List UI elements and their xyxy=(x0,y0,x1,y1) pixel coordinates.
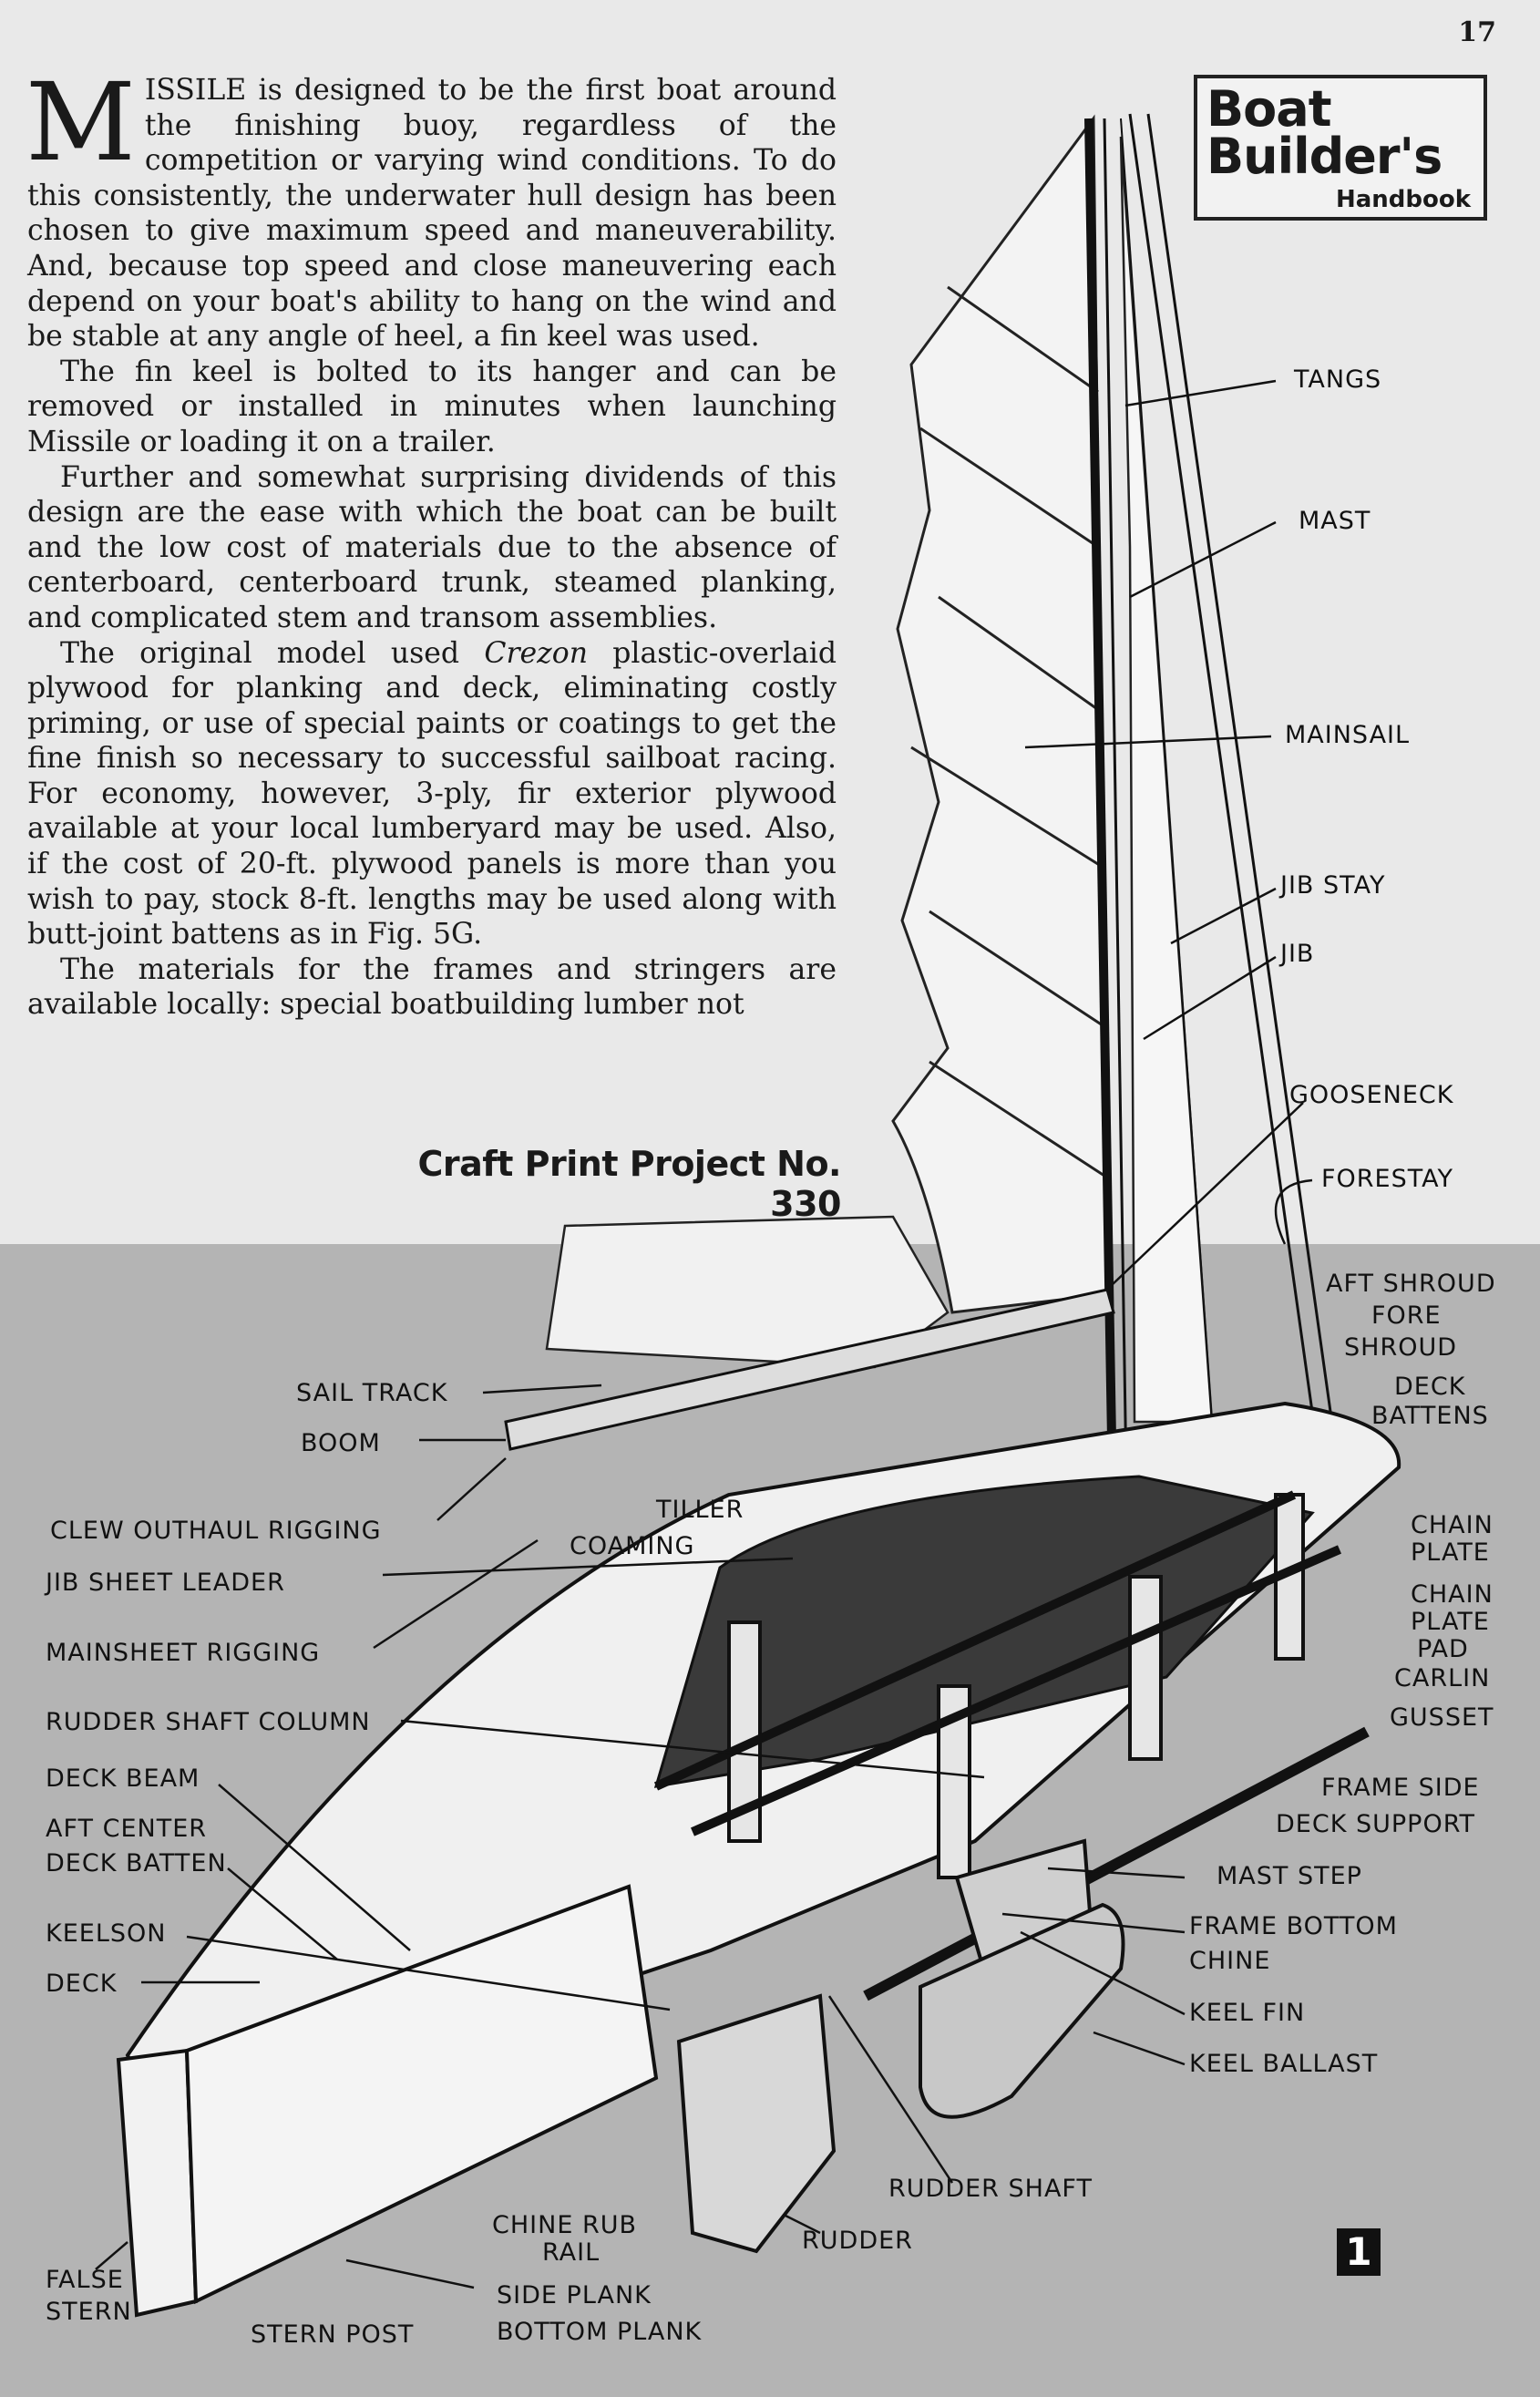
label-jib-sheet-leader: JIB SHEET LEADER xyxy=(46,1569,285,1597)
label-deck-battens-2: BATTENS xyxy=(1371,1402,1489,1430)
label-tangs: TANGS xyxy=(1294,365,1382,394)
paragraph-4 xyxy=(27,636,837,952)
label-mainsail: MAINSAIL xyxy=(1285,721,1411,749)
paragraph-4-start: The original model used xyxy=(60,636,485,670)
label-rudder-shaft: RUDDER SHAFT xyxy=(888,2175,1093,2203)
label-mast: MAST xyxy=(1299,507,1371,535)
label-fore-shroud-1: FORE xyxy=(1371,1301,1442,1330)
project-title: Craft Print Project No. 330 xyxy=(417,1144,841,1224)
label-chine: CHINE xyxy=(1189,1947,1271,1975)
label-chine-rub-1: CHINE RUB xyxy=(492,2211,638,2239)
label-rudder: RUDDER xyxy=(802,2227,913,2255)
paragraph-3: Further and somewhat surprising dividends of this design are the ease with which the boat can be built and the low cost of materials due to the absence of centerboard, centerboard trunk, steamed planking, and complicated stem and transom assemblies. xyxy=(27,460,837,634)
label-deck-beam: DECK BEAM xyxy=(46,1764,200,1793)
label-aft-center-1: AFT CENTER xyxy=(46,1815,208,1843)
page-number: 17 xyxy=(1458,16,1496,48)
label-chain-plate-1: CHAIN xyxy=(1411,1511,1494,1539)
label-forestay: FORESTAY xyxy=(1321,1165,1454,1193)
paragraph-4-italic: Crezon xyxy=(484,636,588,670)
label-keelson: KEELSON xyxy=(46,1919,167,1948)
label-tiller: TILLER xyxy=(656,1496,744,1524)
label-deck-battens-1: DECK xyxy=(1394,1373,1466,1401)
label-frame-side: FRAME SIDE xyxy=(1321,1774,1480,1802)
stern-transom xyxy=(118,2051,196,2315)
label-mast-step: MAST STEP xyxy=(1217,1862,1362,1890)
dropcap: M xyxy=(26,59,136,185)
label-keel-fin: KEEL FIN xyxy=(1189,1999,1306,2027)
label-mainsheet-rigging: MAINSHEET RIGGING xyxy=(46,1639,321,1667)
label-coaming: COAMING xyxy=(570,1532,695,1560)
label-stern-post: STERN POST xyxy=(251,2320,415,2349)
paragraph-1-text: ISSILE is designed to be the first boat around the finishing buoy, regardless of the competition or varying wind conditions. To do this consistently, the underwater hull design has been chosen to give maximum speed and maneuverability. And, because top speed and close maneuvering each depend on your boat's ability to hang on the wind and be stable at any angle of heel, a fin keel was used. xyxy=(27,74,837,354)
label-jib: JIB xyxy=(1280,940,1315,968)
label-side-plank: SIDE PLANK xyxy=(497,2281,652,2310)
label-false-stern-2: STERN xyxy=(46,2298,132,2326)
label-gooseneck: GOOSENECK xyxy=(1289,1081,1454,1109)
label-sail-track: SAIL TRACK xyxy=(296,1379,448,1407)
label-frame-bottom: FRAME BOTTOM xyxy=(1189,1912,1398,1940)
label-aft-center-2: DECK BATTEN xyxy=(46,1849,227,1877)
label-keel-ballast: KEEL BALLAST xyxy=(1189,2050,1379,2078)
label-gusset: GUSSET xyxy=(1390,1703,1494,1732)
label-chain-plate-pad-1: CHAIN xyxy=(1411,1580,1494,1609)
brand-line-2: Builder's xyxy=(1206,128,1442,185)
paragraph-5: The materials for the frames and stringers are available locally: special boatbuilding lumber not xyxy=(27,952,837,1022)
label-clew-outhaul: CLEW OUTHAUL RIGGING xyxy=(50,1517,382,1545)
article-body xyxy=(26,59,837,1023)
rudder-shape xyxy=(679,1996,834,2251)
mainsail-shape xyxy=(893,118,1107,1312)
label-rudder-shaft-column: RUDDER SHAFT COLUMN xyxy=(46,1708,371,1736)
label-deck-support: DECK SUPPORT xyxy=(1276,1810,1475,1838)
label-chine-rub-2: RAIL xyxy=(542,2238,601,2267)
label-carlin: CARLIN xyxy=(1394,1664,1491,1692)
label-jib-stay: JIB STAY xyxy=(1280,871,1386,900)
figure-number: 1 xyxy=(1337,2228,1381,2276)
label-chain-plate-2: PLATE xyxy=(1411,1538,1490,1567)
brand-box xyxy=(1194,75,1487,221)
paragraph-1 xyxy=(26,59,837,355)
label-boom: BOOM xyxy=(301,1429,381,1457)
label-chain-plate-pad-3: PAD xyxy=(1417,1635,1469,1663)
label-false-stern-1: FALSE xyxy=(46,2266,124,2294)
label-aft-shroud: AFT SHROUD xyxy=(1326,1270,1496,1298)
brand-line-1: Boat xyxy=(1206,80,1331,138)
paragraph-2: The fin keel is bolted to its hanger and can be removed or installed in minutes when launching Missile or loading it on a trailer. xyxy=(27,355,837,458)
label-bottom-plank: BOTTOM PLANK xyxy=(497,2318,703,2346)
brand-line-3: Handbook xyxy=(1335,186,1471,213)
label-deck: DECK xyxy=(46,1970,118,1998)
label-fore-shroud-2: SHROUD xyxy=(1344,1333,1458,1362)
label-chain-plate-pad-2: PLATE xyxy=(1411,1608,1490,1636)
paragraph-4-end: plastic-overlaid plywood for planking and deck, eliminating costly priming, or use of special paints or coatings to get the fine finish so necessary to successful sailboat racing. For economy, however, 3-ply, fir exterior plywood available at your local lumberyard may be used. Also, if the cost of 20-ft. plywood panels is more than you wish to pay, stock 8-ft. lengths may be used along with butt-joint battens as in Fig. 5G. xyxy=(27,636,837,952)
